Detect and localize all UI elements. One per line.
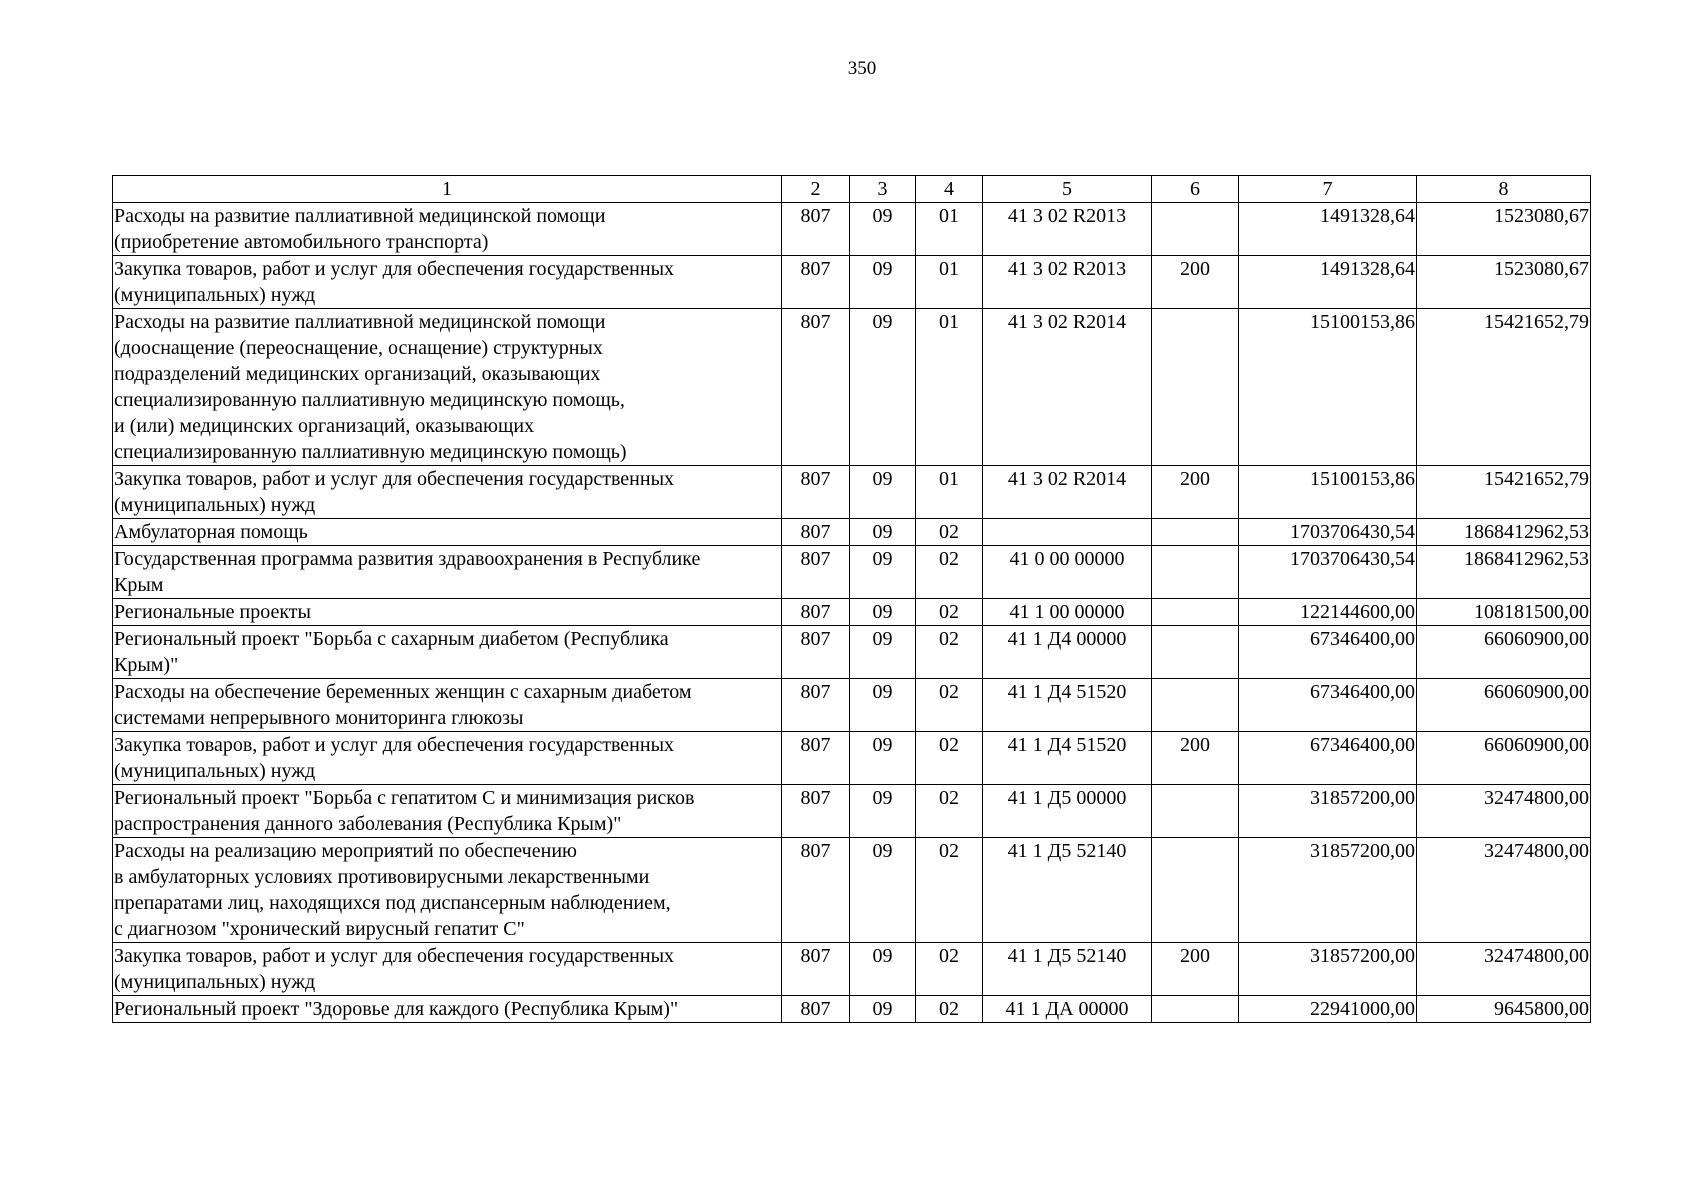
target-item-cell: 41 1 Д5 00000 xyxy=(983,785,1152,838)
expense-name-cell: Закупка товаров, работ и услуг для обеспечения государственных (муниципальных) нужд xyxy=(113,943,782,996)
amount-year-2-cell: 108181500,00 xyxy=(1417,599,1591,626)
target-item-cell: 41 1 00 00000 xyxy=(983,599,1152,626)
column-header: 5 xyxy=(983,176,1152,203)
subsection-code-cell: 02 xyxy=(916,732,983,785)
ministry-code-cell: 807 xyxy=(782,203,850,256)
expense-type-cell xyxy=(1152,599,1239,626)
section-code-cell: 09 xyxy=(850,546,916,599)
section-code-cell: 09 xyxy=(850,203,916,256)
table-header xyxy=(113,176,1591,203)
amount-year-2-cell: 1523080,67 xyxy=(1417,256,1591,309)
table-row xyxy=(113,203,1591,256)
expense-type-cell xyxy=(1152,785,1239,838)
amount-year-1-cell: 67346400,00 xyxy=(1239,732,1417,785)
amount-year-1-cell: 22941000,00 xyxy=(1239,996,1417,1023)
amount-year-2-cell: 32474800,00 xyxy=(1417,838,1591,943)
section-code-cell: 09 xyxy=(850,679,916,732)
amount-year-2-cell: 9645800,00 xyxy=(1417,996,1591,1023)
ministry-code-cell: 807 xyxy=(782,519,850,546)
expense-name-cell: Расходы на развитие паллиативной медицинской помощи (дооснащение (переоснащение, оснащение) структурных подразделений медицинских организаций, оказывающих специализированную паллиативную медицинскую помощь, и (или) медицинских организаций, оказывающих специализированную паллиативную медицинскую помощь) xyxy=(113,309,782,466)
expense-type-cell xyxy=(1152,838,1239,943)
column-header: 1 xyxy=(113,176,782,203)
ministry-code-cell: 807 xyxy=(782,466,850,519)
column-header: 3 xyxy=(850,176,916,203)
table-row xyxy=(113,466,1591,519)
expense-type-cell: 200 xyxy=(1152,256,1239,309)
expense-type-cell xyxy=(1152,309,1239,466)
amount-year-1-cell: 122144600,00 xyxy=(1239,599,1417,626)
amount-year-1-cell: 15100153,86 xyxy=(1239,466,1417,519)
expense-name-cell: Расходы на обеспечение беременных женщин с сахарным диабетом системами непрерывного мониторинга глюкозы xyxy=(113,679,782,732)
section-code-cell: 09 xyxy=(850,838,916,943)
expense-type-cell xyxy=(1152,679,1239,732)
column-header: 8 xyxy=(1417,176,1591,203)
subsection-code-cell: 02 xyxy=(916,943,983,996)
expense-name-cell: Амбулаторная помощь xyxy=(113,519,782,546)
expense-name-cell: Закупка товаров, работ и услуг для обеспечения государственных (муниципальных) нужд xyxy=(113,256,782,309)
amount-year-2-cell: 66060900,00 xyxy=(1417,679,1591,732)
section-code-cell: 09 xyxy=(850,943,916,996)
ministry-code-cell: 807 xyxy=(782,679,850,732)
ministry-code-cell: 807 xyxy=(782,309,850,466)
amount-year-1-cell: 15100153,86 xyxy=(1239,309,1417,466)
subsection-code-cell: 02 xyxy=(916,785,983,838)
ministry-code-cell: 807 xyxy=(782,599,850,626)
table-row xyxy=(113,599,1591,626)
subsection-code-cell: 02 xyxy=(916,679,983,732)
section-code-cell: 09 xyxy=(850,309,916,466)
subsection-code-cell: 02 xyxy=(916,599,983,626)
target-item-cell xyxy=(983,519,1152,546)
section-code-cell: 09 xyxy=(850,785,916,838)
ministry-code-cell: 807 xyxy=(782,785,850,838)
column-number-row xyxy=(113,176,1591,203)
subsection-code-cell: 01 xyxy=(916,256,983,309)
subsection-code-cell: 01 xyxy=(916,309,983,466)
subsection-code-cell: 02 xyxy=(916,626,983,679)
column-header: 6 xyxy=(1152,176,1239,203)
amount-year-2-cell: 32474800,00 xyxy=(1417,943,1591,996)
amount-year-1-cell: 1703706430,54 xyxy=(1239,519,1417,546)
expense-type-cell xyxy=(1152,626,1239,679)
subsection-code-cell: 02 xyxy=(916,546,983,599)
target-item-cell: 41 3 02 R2013 xyxy=(983,256,1152,309)
expense-name-cell: Региональный проект "Борьба с гепатитом С и минимизация рисков распространения данного заболевания (Республика Крым)" xyxy=(113,785,782,838)
table-row xyxy=(113,256,1591,309)
amount-year-1-cell: 31857200,00 xyxy=(1239,838,1417,943)
column-header: 4 xyxy=(916,176,983,203)
subsection-code-cell: 02 xyxy=(916,996,983,1023)
amount-year-1-cell: 67346400,00 xyxy=(1239,626,1417,679)
expense-name-cell: Расходы на развитие паллиативной медицинской помощи (приобретение автомобильного транспорта) xyxy=(113,203,782,256)
subsection-code-cell: 02 xyxy=(916,838,983,943)
expense-type-cell: 200 xyxy=(1152,466,1239,519)
ministry-code-cell: 807 xyxy=(782,546,850,599)
subsection-code-cell: 01 xyxy=(916,203,983,256)
expense-type-cell xyxy=(1152,519,1239,546)
amount-year-2-cell: 1868412962,53 xyxy=(1417,519,1591,546)
table-row xyxy=(113,732,1591,785)
expense-name-cell: Государственная программа развития здравоохранения в Республике Крым xyxy=(113,546,782,599)
ministry-code-cell: 807 xyxy=(782,996,850,1023)
table-row xyxy=(113,546,1591,599)
expense-type-cell: 200 xyxy=(1152,732,1239,785)
table-body xyxy=(113,203,1591,1023)
section-code-cell: 09 xyxy=(850,732,916,785)
subsection-code-cell: 01 xyxy=(916,466,983,519)
subsection-code-cell: 02 xyxy=(916,519,983,546)
target-item-cell: 41 3 02 R2014 xyxy=(983,309,1152,466)
page-number: 350 xyxy=(847,58,877,79)
amount-year-1-cell: 1491328,64 xyxy=(1239,256,1417,309)
target-item-cell: 41 1 Д5 52140 xyxy=(983,943,1152,996)
section-code-cell: 09 xyxy=(850,519,916,546)
amount-year-2-cell: 1868412962,53 xyxy=(1417,546,1591,599)
column-header: 2 xyxy=(782,176,850,203)
amount-year-2-cell: 66060900,00 xyxy=(1417,626,1591,679)
amount-year-2-cell: 15421652,79 xyxy=(1417,466,1591,519)
expense-name-cell: Региональные проекты xyxy=(113,599,782,626)
section-code-cell: 09 xyxy=(850,996,916,1023)
budget-table xyxy=(112,175,1591,1023)
amount-year-1-cell: 67346400,00 xyxy=(1239,679,1417,732)
section-code-cell: 09 xyxy=(850,466,916,519)
column-header: 7 xyxy=(1239,176,1417,203)
expense-type-cell xyxy=(1152,546,1239,599)
expense-name-cell: Региональный проект "Здоровье для каждого (Республика Крым)" xyxy=(113,996,782,1023)
expense-type-cell xyxy=(1152,203,1239,256)
amount-year-1-cell: 31857200,00 xyxy=(1239,943,1417,996)
target-item-cell: 41 0 00 00000 xyxy=(983,546,1152,599)
table-row xyxy=(113,679,1591,732)
ministry-code-cell: 807 xyxy=(782,626,850,679)
ministry-code-cell: 807 xyxy=(782,943,850,996)
expense-name-cell: Расходы на реализацию мероприятий по обеспечению в амбулаторных условиях противовирусными лекарственными препаратами лиц, находящихся под диспансерным наблюдением, с диагнозом "хронический вирусный гепатит С" xyxy=(113,838,782,943)
ministry-code-cell: 807 xyxy=(782,838,850,943)
amount-year-2-cell: 66060900,00 xyxy=(1417,732,1591,785)
section-code-cell: 09 xyxy=(850,599,916,626)
section-code-cell: 09 xyxy=(850,256,916,309)
amount-year-1-cell: 1491328,64 xyxy=(1239,203,1417,256)
section-code-cell: 09 xyxy=(850,626,916,679)
expense-type-cell xyxy=(1152,996,1239,1023)
ministry-code-cell: 807 xyxy=(782,732,850,785)
expense-name-cell: Закупка товаров, работ и услуг для обеспечения государственных (муниципальных) нужд xyxy=(113,466,782,519)
table-row xyxy=(113,519,1591,546)
target-item-cell: 41 3 02 R2013 xyxy=(983,203,1152,256)
amount-year-1-cell: 31857200,00 xyxy=(1239,785,1417,838)
table-row xyxy=(113,943,1591,996)
target-item-cell: 41 3 02 R2014 xyxy=(983,466,1152,519)
target-item-cell: 41 1 Д4 51520 xyxy=(983,732,1152,785)
target-item-cell: 41 1 Д5 52140 xyxy=(983,838,1152,943)
expense-name-cell: Закупка товаров, работ и услуг для обеспечения государственных (муниципальных) нужд xyxy=(113,732,782,785)
table-row xyxy=(113,996,1591,1023)
expense-name-cell: Региональный проект "Борьба с сахарным диабетом (Республика Крым)" xyxy=(113,626,782,679)
amount-year-2-cell: 32474800,00 xyxy=(1417,785,1591,838)
amount-year-1-cell: 1703706430,54 xyxy=(1239,546,1417,599)
target-item-cell: 41 1 Д4 51520 xyxy=(983,679,1152,732)
table-row xyxy=(113,838,1591,943)
amount-year-2-cell: 1523080,67 xyxy=(1417,203,1591,256)
expense-type-cell: 200 xyxy=(1152,943,1239,996)
target-item-cell: 41 1 ДА 00000 xyxy=(983,996,1152,1023)
target-item-cell: 41 1 Д4 00000 xyxy=(983,626,1152,679)
table-row xyxy=(113,626,1591,679)
table-row xyxy=(113,309,1591,466)
ministry-code-cell: 807 xyxy=(782,256,850,309)
amount-year-2-cell: 15421652,79 xyxy=(1417,309,1591,466)
table-row xyxy=(113,785,1591,838)
